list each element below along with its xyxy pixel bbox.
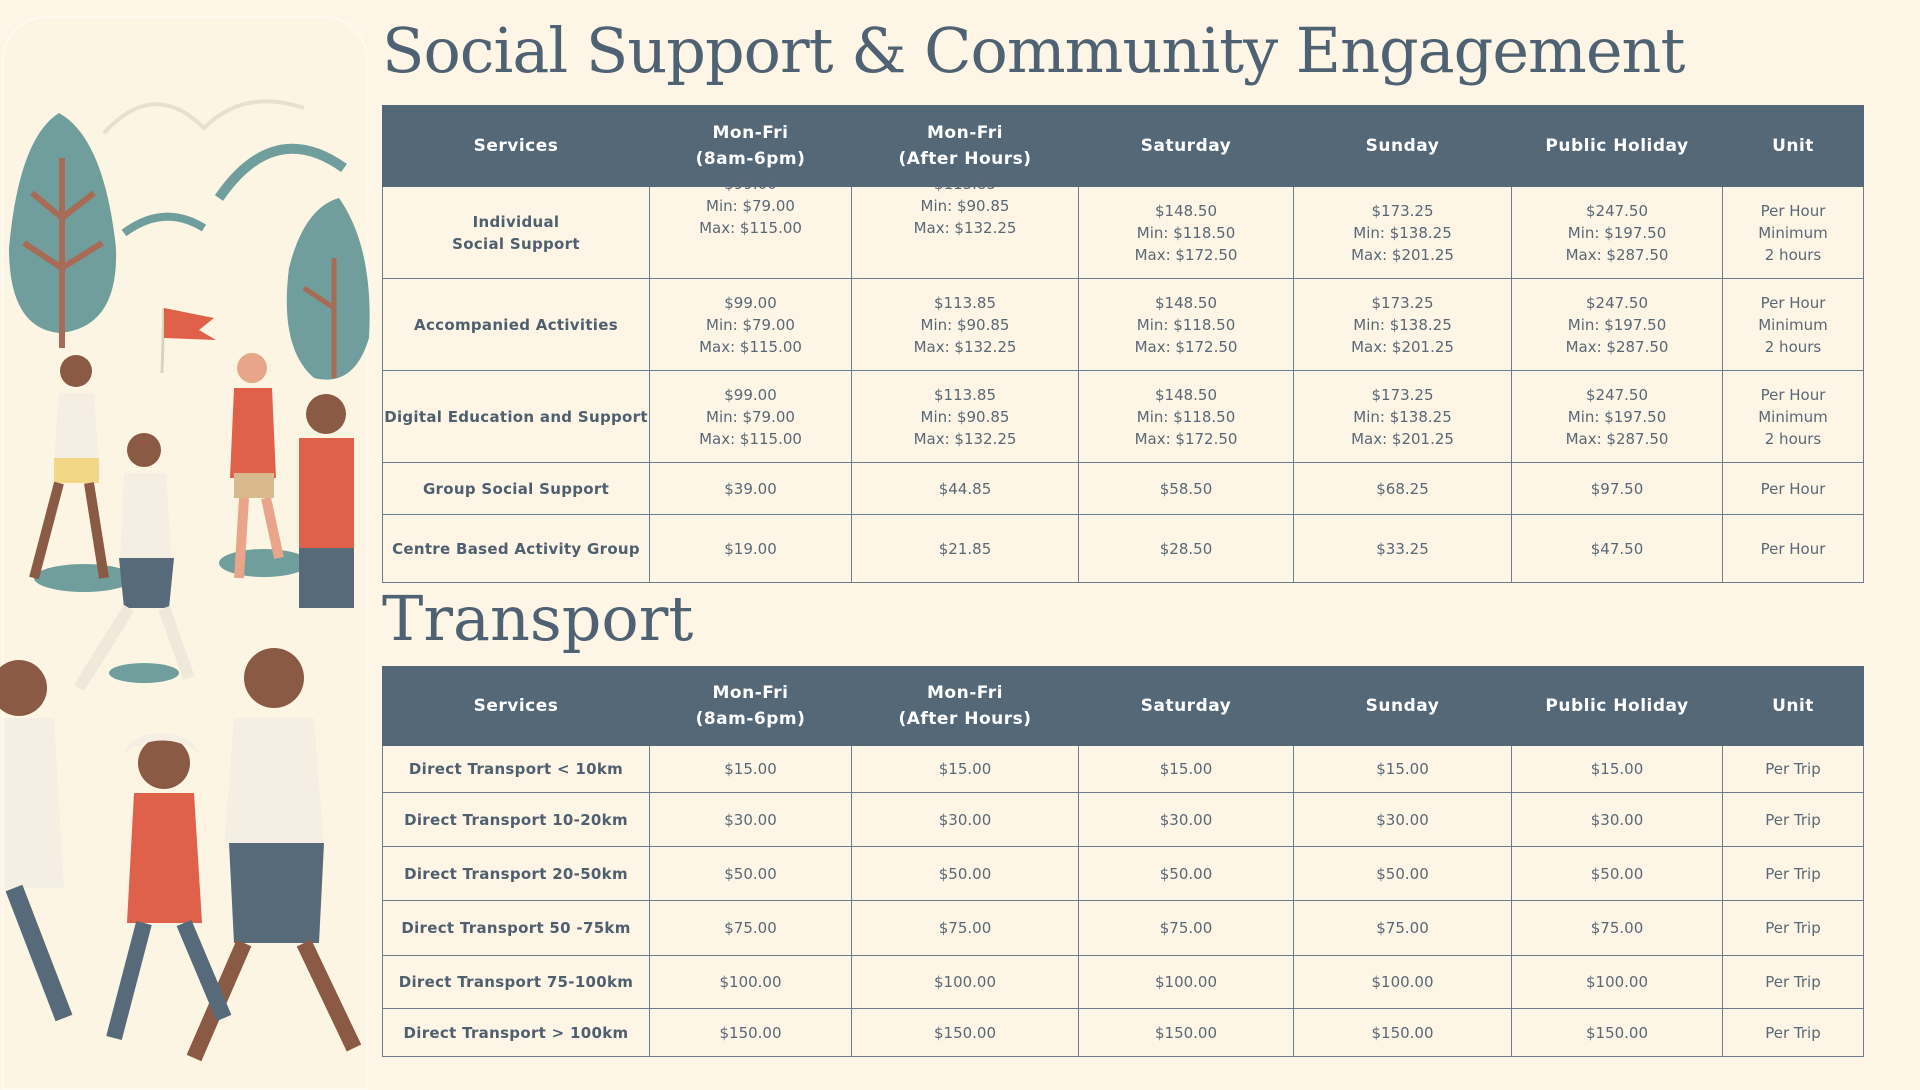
cell-line: $100.00 [719, 973, 782, 991]
column-header: Unit [1723, 106, 1864, 187]
price-cell [1512, 187, 1723, 279]
cell-line: $75.00 [724, 919, 777, 937]
cell-line: 2 hours [1764, 245, 1822, 264]
cell-line: $50.00 [1159, 864, 1213, 883]
cell-line: $100.00 [1585, 973, 1649, 991]
cell-line: $33.25 [1376, 539, 1429, 558]
cell-line: $173.25 [1371, 201, 1434, 220]
transport-title: Transport [382, 582, 694, 655]
cell-line: $150.00 [1154, 1023, 1218, 1042]
cell-line: $150.00 [1585, 1023, 1649, 1042]
column-header: Mon-Fri (After Hours) [852, 667, 1079, 746]
cell-line: Max: $287.50 [1565, 245, 1669, 264]
column-header: Services [383, 106, 650, 187]
cell-line: Min: $90.85 [920, 197, 1010, 215]
table-row [383, 279, 1864, 371]
cell-line: $15.00 [724, 760, 777, 778]
cell-line: Max: $172.50 [1134, 429, 1238, 448]
cell-line: Per Trip [1765, 760, 1821, 778]
price-cell [1512, 847, 1723, 901]
price-cell [1079, 279, 1294, 371]
cell-line: Min: $79.00 [706, 407, 795, 426]
price-cell [1294, 371, 1512, 463]
cell-line: Max: $287.50 [1565, 429, 1669, 448]
price-cell [650, 793, 852, 847]
cell-line: Per Trip [1765, 973, 1821, 991]
service-name [383, 746, 650, 793]
price-cell [1512, 1009, 1723, 1057]
cell-line: $15.00 [1376, 760, 1429, 778]
price-cell [1512, 793, 1723, 847]
price-cell [1723, 371, 1864, 463]
price-cell [1079, 956, 1294, 1009]
price-cell [1079, 463, 1294, 515]
cell-line: Min: $138.25 [1353, 223, 1452, 242]
cell-line: $247.50 [1585, 385, 1649, 404]
cell-line: Per Trip [1765, 1023, 1821, 1042]
price-cell [1294, 956, 1512, 1009]
cell-line: Min: $90.85 [920, 315, 1010, 334]
table-row [383, 901, 1864, 956]
price-cell [1512, 279, 1723, 371]
price-cell [852, 175, 1079, 279]
cell-line: $97.50 [1590, 479, 1644, 498]
cell-line: $28.50 [1159, 539, 1213, 558]
service-name [383, 1009, 650, 1057]
cell-line: $148.50 [1154, 201, 1218, 220]
service-name [383, 371, 650, 463]
social-support-table [382, 105, 1864, 583]
cell-line: $30.00 [1590, 810, 1644, 829]
price-cell [1294, 187, 1512, 279]
price-cell [1512, 463, 1723, 515]
price-cell [650, 463, 852, 515]
cell-line: Max: $201.25 [1351, 429, 1454, 448]
price-cell [1079, 901, 1294, 956]
column-header: Services [383, 667, 650, 746]
table-row [383, 463, 1864, 515]
cell-line: $30.00 [1376, 810, 1429, 829]
column-header: Public Holiday [1512, 667, 1723, 746]
cell-line: $148.50 [1154, 293, 1218, 312]
price-cell [650, 956, 852, 1009]
price-cell [1079, 515, 1294, 583]
cell-line: Min: $197.50 [1567, 407, 1667, 426]
column-header: Mon-Fri (8am-6pm) [650, 106, 852, 187]
price-cell [852, 463, 1079, 515]
cell-line: $15.00 [1159, 760, 1213, 778]
service-label: Accompanied Activities [414, 315, 618, 334]
price-cell [1723, 847, 1864, 901]
price-cell [852, 793, 1079, 847]
cell-line: Max: $201.25 [1351, 245, 1454, 264]
column-header: Sunday [1294, 667, 1512, 746]
cell-line: $47.50 [1590, 539, 1644, 558]
cell-line: Max: $115.00 [699, 219, 802, 237]
service-name [383, 187, 650, 279]
service-label: Centre Based Activity Group [392, 539, 640, 558]
cell-line: $150.00 [719, 1023, 782, 1042]
cell-line: $247.50 [1585, 201, 1649, 220]
price-cell [1723, 901, 1864, 956]
cell-line: Min: $197.50 [1567, 315, 1667, 334]
cell-line: Min: $79.00 [706, 197, 795, 215]
price-cell [1512, 746, 1723, 793]
table-row [383, 1009, 1864, 1057]
cell-line: $150.00 [933, 1023, 997, 1042]
price-cell [1294, 1009, 1512, 1057]
price-cell [852, 746, 1079, 793]
cell-line: Min: $90.85 [920, 407, 1010, 426]
column-header: Saturday [1079, 667, 1294, 746]
column-header: Public Holiday [1512, 106, 1723, 187]
service-name [383, 463, 650, 515]
price-cell [1079, 746, 1294, 793]
price-cell [1723, 746, 1864, 793]
price-cell [1294, 746, 1512, 793]
price-cell [1723, 187, 1864, 279]
price-cell [1079, 847, 1294, 901]
price-cell [1723, 515, 1864, 583]
cell-line: $75.00 [938, 919, 992, 937]
cell-line: $44.85 [938, 479, 992, 498]
price-cell [852, 1009, 1079, 1057]
cell-line: Max: $115.00 [699, 337, 802, 356]
price-cell [1294, 847, 1512, 901]
cell-line: Max: $287.50 [1565, 337, 1669, 356]
price-cell [650, 746, 852, 793]
cell-line: Minimum [1758, 223, 1828, 242]
price-cell [1512, 901, 1723, 956]
cell-line: $247.50 [1585, 293, 1649, 312]
cell-line: $113.85 [933, 385, 997, 404]
cell-line: $50.00 [1590, 864, 1644, 883]
price-cell [1723, 793, 1864, 847]
table-row [383, 847, 1864, 901]
service-label: Direct Transport > 100km [403, 1023, 629, 1042]
price-cell [1079, 793, 1294, 847]
price-cell [1723, 1009, 1864, 1057]
column-header: Unit [1723, 667, 1864, 746]
cell-line: $148.50 [1154, 385, 1218, 404]
column-header: Saturday [1079, 106, 1294, 187]
cell-line: $50.00 [938, 864, 992, 883]
price-cell [1512, 371, 1723, 463]
price-cell [1294, 793, 1512, 847]
cell-line: $50.00 [724, 864, 777, 883]
column-header: Mon-Fri (After Hours) [852, 106, 1079, 187]
cell-line: Max: $132.25 [913, 337, 1017, 356]
price-cell [650, 1009, 852, 1057]
cell-line: 2 hours [1764, 429, 1822, 448]
transport-table [382, 666, 1864, 1057]
price-cell [1079, 1009, 1294, 1057]
price-cell [1079, 371, 1294, 463]
cell-line: $30.00 [1159, 810, 1213, 829]
price-cell [650, 175, 852, 279]
service-label: Individual Social Support [452, 212, 580, 253]
cell-line: $15.00 [938, 760, 992, 778]
cell-line: Minimum [1758, 315, 1828, 334]
cell-line: Per Hour [1760, 293, 1826, 312]
service-label: Direct Transport 75-100km [398, 973, 634, 991]
service-name [383, 515, 650, 583]
cell-line: Per Trip [1765, 919, 1821, 937]
cell-line: Per Hour [1760, 479, 1826, 498]
service-label: Direct Transport < 10km [408, 760, 624, 778]
price-cell [650, 901, 852, 956]
cell-line: $150.00 [1371, 1023, 1434, 1042]
cell-line: Min: $79.00 [706, 315, 795, 334]
price-cell [1723, 279, 1864, 371]
cell-line: $75.00 [1159, 919, 1213, 937]
price-cell [1294, 901, 1512, 956]
service-label: Direct Transport 50 -75km [401, 919, 631, 937]
cell-line: Min: $138.25 [1353, 315, 1452, 334]
table-row [383, 371, 1864, 463]
price-cell [650, 279, 852, 371]
cell-line: $68.25 [1376, 479, 1429, 498]
price-cell [1723, 463, 1864, 515]
cell-line: Max: $172.50 [1134, 245, 1238, 264]
cell-line: $15.00 [1590, 760, 1644, 778]
cell-line: Max: $115.00 [699, 429, 802, 448]
service-name [383, 793, 650, 847]
cell-line: $30.00 [724, 810, 777, 829]
cell-line: $113.85 [933, 175, 997, 193]
service-name [383, 956, 650, 1009]
service-name [383, 279, 650, 371]
cell-line: Min: $118.50 [1136, 223, 1236, 242]
cell-line: $58.50 [1159, 479, 1213, 498]
cell-line: Per Hour [1760, 201, 1826, 220]
cell-line: Min: $118.50 [1136, 407, 1236, 426]
price-cell [1294, 279, 1512, 371]
cell-line: $30.00 [938, 810, 992, 829]
cell-line: $75.00 [1590, 919, 1644, 937]
cell-line: $99.00 [724, 293, 777, 312]
price-cell [1294, 515, 1512, 583]
price-cell [852, 847, 1079, 901]
cell-line: Per Trip [1765, 864, 1821, 883]
cell-line: Min: $118.50 [1136, 315, 1236, 334]
column-header: Sunday [1294, 106, 1512, 187]
price-cell [852, 371, 1079, 463]
cell-line: $99.00 [724, 385, 777, 404]
cell-line: Minimum [1758, 407, 1828, 426]
service-name [383, 901, 650, 956]
table-row [383, 187, 1864, 279]
cell-line: $39.00 [724, 479, 777, 498]
community-running-illustration [4, 18, 366, 1088]
price-cell [1079, 187, 1294, 279]
price-cell [1723, 956, 1864, 1009]
cell-line: $173.25 [1371, 293, 1434, 312]
cell-line: Max: $172.50 [1134, 337, 1238, 356]
cell-line: Per Hour [1760, 385, 1826, 404]
service-label: Digital Education and Support [384, 407, 648, 426]
cell-line: 2 hours [1764, 337, 1822, 356]
cell-line: Per Trip [1765, 810, 1821, 829]
service-label: Direct Transport 10-20km [404, 810, 628, 829]
cell-line: $50.00 [1376, 864, 1429, 883]
cell-line: $100.00 [1154, 973, 1218, 991]
price-cell [852, 956, 1079, 1009]
price-cell [852, 515, 1079, 583]
cell-line: Max: $201.25 [1351, 337, 1454, 356]
cell-line: Per Hour [1760, 539, 1826, 558]
cell-line: $113.85 [933, 293, 997, 312]
service-label: Group Social Support [422, 479, 610, 498]
cell-line: $173.25 [1371, 385, 1434, 404]
price-cell [1512, 956, 1723, 1009]
price-cell [1512, 515, 1723, 583]
price-cell [650, 847, 852, 901]
cell-line: $100.00 [933, 973, 997, 991]
cell-line: $21.85 [938, 539, 992, 558]
price-cell [852, 901, 1079, 956]
cell-line: Max: $132.25 [913, 429, 1017, 448]
table-row [383, 793, 1864, 847]
social-support-title: Social Support & Community Engagement [382, 14, 1685, 87]
cell-line: Max: $132.25 [913, 219, 1017, 237]
column-header: Mon-Fri (8am-6pm) [650, 667, 852, 746]
service-label: Direct Transport 20-50km [404, 864, 628, 883]
table-row [383, 956, 1864, 1009]
price-cell [852, 279, 1079, 371]
cell-line: Min: $138.25 [1353, 407, 1452, 426]
cell-line: $99.00 [724, 175, 777, 193]
cell-line: $75.00 [1376, 919, 1429, 937]
cell-line: $100.00 [1371, 973, 1434, 991]
table-row [383, 515, 1864, 583]
price-cell [650, 371, 852, 463]
service-name [383, 847, 650, 901]
illustration-panel [2, 16, 368, 1090]
cell-line: $19.00 [724, 539, 777, 558]
price-cell [1294, 463, 1512, 515]
price-cell [650, 515, 852, 583]
table-row [383, 746, 1864, 793]
cell-line: Min: $197.50 [1567, 223, 1667, 242]
